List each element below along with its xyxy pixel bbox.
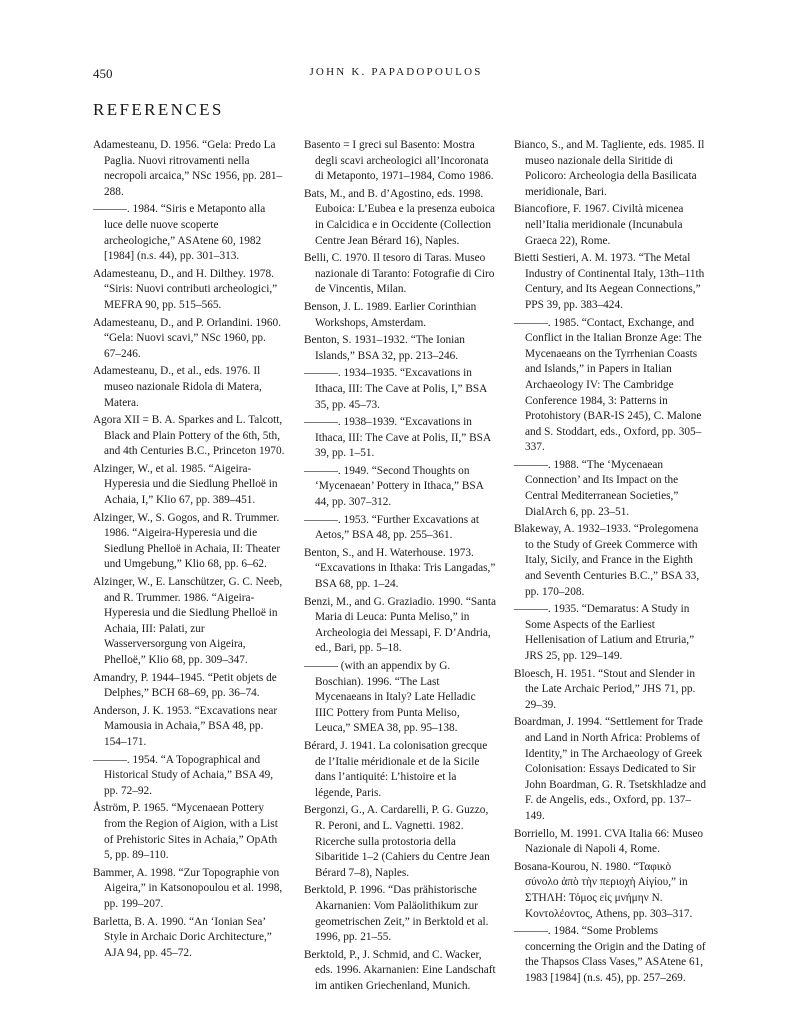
reference-entry: Benzi, M., and G. Graziadio. 1990. “Santa Maria di Leuca: Punta Meliso,” in Archeologia dei Messapi, F. D’Andria, ed., Bari, pp. 5–18.: [304, 595, 496, 655]
page-header: [0, 66, 792, 86]
reference-entry: Benson, J. L. 1989. Earlier Corinthian Workshops, Amsterdam.: [304, 300, 477, 329]
reference-entry: Boardman, J. 1994. “Settlement for Trade and Land in North Africa: Problems of Identity,” in The Archaeology of Greek Colonisation: Essays Dedicated to Sir John Boardman, G. R. Tsetskhladze and F. de Angelis, eds., Oxford, pp. 137–149.: [514, 716, 706, 822]
reference-entry: ———. 1938–1939. “Excavations in Ithaca, III: The Cave at Polis, II,” BSA 39, pp. 1–51.: [304, 416, 491, 460]
reference-entry: Åström, P. 1965. “Mycenaean Pottery from the Region of Aigion, with a List of Prehistoric Sites in Achaia,” OpAth 5, pp. 89–110.: [93, 802, 278, 862]
reference-entry: ———. 1988. “The ‘Mycenaean Connection’ and Its Impact on the Central Mediterranean Societies,” DialArch 6, pp. 23–51.: [514, 458, 679, 518]
reference-entry: Bianco, S., and M. Tagliente, eds. 1985. Il museo nazionale della Siritide di Policoro: Archeologia della Basilicata meridionale, Bari.: [514, 139, 705, 198]
reference-entry: Anderson, J. K. 1953. “Excavations near Mamousia in Achaia,” BSA 48, pp. 154–171.: [93, 704, 278, 748]
reference-entry: ———. 1934–1935. “Excavations in Ithaca, III: The Cave at Polis, I,” BSA 35, pp. 45–73.: [304, 367, 487, 411]
reference-entry: Belli, C. 1970. Il tesoro di Taras. Museo nazionale di Taranto: Fotografie di Ciro de Vincentis, Milan.: [304, 252, 495, 296]
reference-entry: Adamesteanu, D. 1956. “Gela: Predo La Paglia. Nuovi ritrovamenti nella necropoli arcaica,” NSc 1956, pp. 281–288.: [93, 139, 283, 198]
reference-entry: ———. 1984. “Siris e Metaponto alla luce delle nuove scoperte archeologiche,” ASAtene 60, 1982 [1984] (n.s. 44), pp. 301–313.: [93, 203, 266, 263]
reference-entry: Adamesteanu, D., and H. Dilthey. 1978. “Siris: Nuovi contributi archeologici,” MEFRA 90, pp. 515–565.: [93, 267, 278, 311]
reference-entry: Basento = I greci sul Basento: Mostra degli scavi archeologici all’Incoronata di Metaponto, 1971–1984, Como 1986.: [304, 139, 494, 183]
reference-entry: Adamesteanu, D., and P. Orlandini. 1960. “Gela: Nuovi scavi,” NSc 1960, pp. 67–246.: [93, 316, 281, 360]
reference-entry: ———. 1935. “Demaratus: A Study in Some Aspects of the Earliest Hellenisation of Latium and Etruria,” JRS 25, pp. 129–149.: [514, 603, 695, 662]
reference-entry: Bietti Sestieri, A. M. 1973. “The Metal Industry of Continental Italy, 13th–11th Century, and Its Aegean Connections,” PPS 39, pp. 383–424.: [514, 252, 705, 311]
section-title: REFERENCES: [93, 100, 224, 119]
reference-entry: Berktold, P., J. Schmid, and C. Wacker, eds. 1996. Akarnanien: Eine Landschaft im antiken Griechenland, Munich.: [304, 948, 496, 992]
reference-entry: Alzinger, W., E. Lanschützer, G. C. Neeb, and R. Trummer. 1986. “Aigeira-Hyperesia und die Siedlung Phelloë in Achaia, III: Palati, zur Wasserversorgung von Aigeira, Phelloë,” Klio 68, pp. 309–347.: [93, 576, 283, 666]
references-column-1: [93, 138, 285, 963]
reference-entry: Biancofiore, F. 1967. Civiltà micenea nell’Italia meridionale (Incunabula Graeca 22), Rome.: [514, 203, 684, 247]
references-column-3: [514, 138, 706, 988]
reference-entry: Agora XII = B. A. Sparkes and L. Talcott, Black and Plain Pottery of the 6th, 5th, and 4th Centuries B.C., Princeton 1970.: [93, 414, 285, 458]
reference-entry: ———. 1984. “Some Problems concerning the Origin and the Dating of the Thapsos Class Vases,” ASAtene 61, 1983 [1984] (n.s. 45), pp. 257–269.: [514, 925, 706, 984]
reference-entry: ———. 1953. “Further Excavations at Aetos,” BSA 48, pp. 255–361.: [304, 513, 480, 542]
reference-entry: Bats, M., and B. d’Agostino, eds. 1998. Euboica: L’Eubea e la presenza euboica in Calcidica e in Occidente (Collection Centre Jean Bérard 16), Naples.: [304, 187, 495, 247]
reference-entry: ——— (with an appendix by G. Boschian). 1996. “The Last Mycenaeans in Italy? Late Helladic IIIC Pottery from Punta Meliso, Leuca,” SMEA 38, pp. 95–138.: [304, 660, 476, 735]
running-head: JOHN K. PAPADOPOULOS: [309, 66, 483, 78]
reference-entry: Bosana-Kourou, N. 1980. “Ταφικὸ σύνολο ἀπὸ τὴν περιοχὴ Αἰγίου,” in ΣΤΗΛΗ: Τόμος εἰς μνήμην Ν. Κοντολέοντος, Athens, pp. 303–317.: [514, 860, 693, 920]
reference-entry: Berktold, P. 1996. “Das prähistorische Akarnanien: Vom Paläolithikum zur geometrischen Zeit,” in Berktold et al. 1996, pp. 21–55.: [304, 884, 489, 944]
reference-entry: Benton, S., and H. Waterhouse. 1973. “Excavations in Ithaka: Tris Langadas,” BSA 68, pp. 1–24.: [304, 546, 496, 591]
references-column-2: [304, 138, 496, 996]
reference-entry: Bloesch, H. 1951. “Stout and Slender in the Late Archaic Period,” JHS 71, pp. 29–39.: [514, 667, 696, 711]
reference-entry: ———. 1949. “Second Thoughts on ‘Mycenaean’ Pottery in Ithaca,” BSA 44, pp. 307–312.: [304, 464, 484, 509]
reference-entry: Barletta, B. A. 1990. “An ‘Ionian Sea’ Style in Archaic Doric Architecture,” AJA 94, pp. 45–72.: [93, 915, 272, 959]
reference-entry: Amandry, P. 1944–1945. “Petit objets de Delphes,” BCH 68–69, pp. 36–74.: [93, 671, 277, 700]
reference-entry: Alzinger, W., S. Gogos, and R. Trummer. 1986. “Aigeira-Hyperesia und die Siedlung Phelloë in Achaia, II: Theater und Umgebung,” Klio 68, pp. 6–62.: [93, 511, 281, 571]
reference-entry: Bérard, J. 1941. La colonisation grecque de l’Italie méridionale et de la Sicile dans l’antiquité: L’histoire et la légende, Paris.: [304, 739, 488, 799]
reference-entry: Benton, S. 1931–1932. “The Ionian Islands,” BSA 32, pp. 213–246.: [304, 334, 465, 362]
reference-entry: Borriello, M. 1991. CVA Italia 66: Museo Nazionale di Napoli 4, Rome.: [514, 827, 704, 856]
page-number: 450: [93, 66, 113, 81]
reference-entry: Bergonzi, G., A. Cardarelli, P. G. Guzzo, R. Peroni, and L. Vagnetti. 1982. Ricerche sulla protostoria della Sibaritide 1–2 (Cahiers du Centre Jean Bérard 7–8), Naples.: [304, 804, 490, 879]
reference-entry: Blakeway, A. 1932–1933. “Prolegomena to the Study of Greek Commerce with Italy, Sicily, and France in the Eighth and Seventh Centuries B.C.,” BSA 33, pp. 170–208.: [514, 523, 700, 598]
reference-entry: Adamesteanu, D., et al., eds. 1976. Il museo nazionale Ridola di Matera, Matera.: [93, 365, 262, 409]
reference-entry: ———. 1954. “A Topographical and Historical Study of Achaia,” BSA 49, pp. 72–92.: [93, 753, 274, 797]
reference-entry: Alzinger, W., et al. 1985. “Aigeira-Hyperesia und die Siedlung Phelloë in Achaia, I,” Klio 67, pp. 389–451.: [93, 462, 278, 507]
reference-entry: Bammer, A. 1998. “Zur Topographie von Aigeira,” in Katsonopoulou et al. 1998, pp. 199–207.: [93, 866, 283, 910]
reference-entry: ———. 1985. “Contact, Exchange, and Conflict in the Italian Bronze Age: The Mycenaeans on the Tyrrhenian Coasts and Islands,” in Papers in Italian Archaeology IV: The Cambridge Conference 1984, 3: Patterns in Protohistory (BAR-IS 245), C. Malone and S. Stoddart, eds., Oxford, pp. 305–337.: [514, 316, 702, 454]
